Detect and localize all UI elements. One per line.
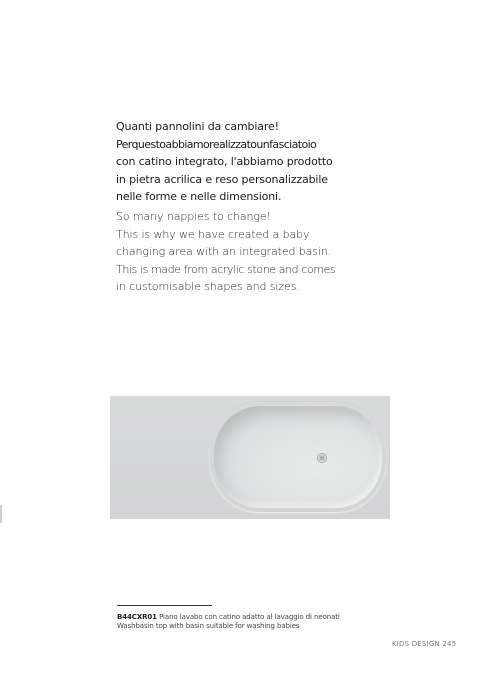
basin-bowl	[214, 406, 382, 508]
italian-line-1: Quanti pannolini da cambiare!	[116, 120, 279, 133]
drain-icon	[317, 453, 327, 463]
page-folio: KIDS DESIGN 245	[392, 640, 457, 648]
product-code: B44CXR01	[117, 613, 157, 621]
english-line-5: in customisable shapes and sizes.	[116, 280, 300, 293]
italian-line-5: nelle forme e nelle dimensioni.	[116, 190, 282, 203]
english-line-3: changing area with an integrated basin.	[116, 245, 332, 258]
italian-description	[116, 118, 372, 206]
english-description	[116, 208, 372, 296]
english-line-4: This is made from acrylic stone and comes	[116, 262, 336, 276]
product-caption	[117, 613, 389, 631]
english-line-2: This is why we have created a baby	[116, 227, 310, 241]
page-binding-mark	[0, 505, 2, 523]
caption-italian: Piano lavabo con catino adatto al lavaggio di neonati	[159, 613, 340, 621]
washbasin-product-photo	[110, 396, 390, 519]
caption-italian-line	[117, 613, 389, 622]
caption-english: Washbasin top with basin suitable for washing babies	[117, 622, 300, 630]
italian-line-3: con catino integrato, l'abbiamo prodotto	[116, 155, 333, 168]
italian-line-2: Perquestoabbiamorealizzatounfasciatoio	[116, 137, 317, 151]
english-line-1: So many nappies to change!	[116, 210, 271, 223]
caption-rule	[117, 605, 212, 606]
italian-line-4: in pietra acrilica e reso personalizzabile	[116, 172, 328, 186]
